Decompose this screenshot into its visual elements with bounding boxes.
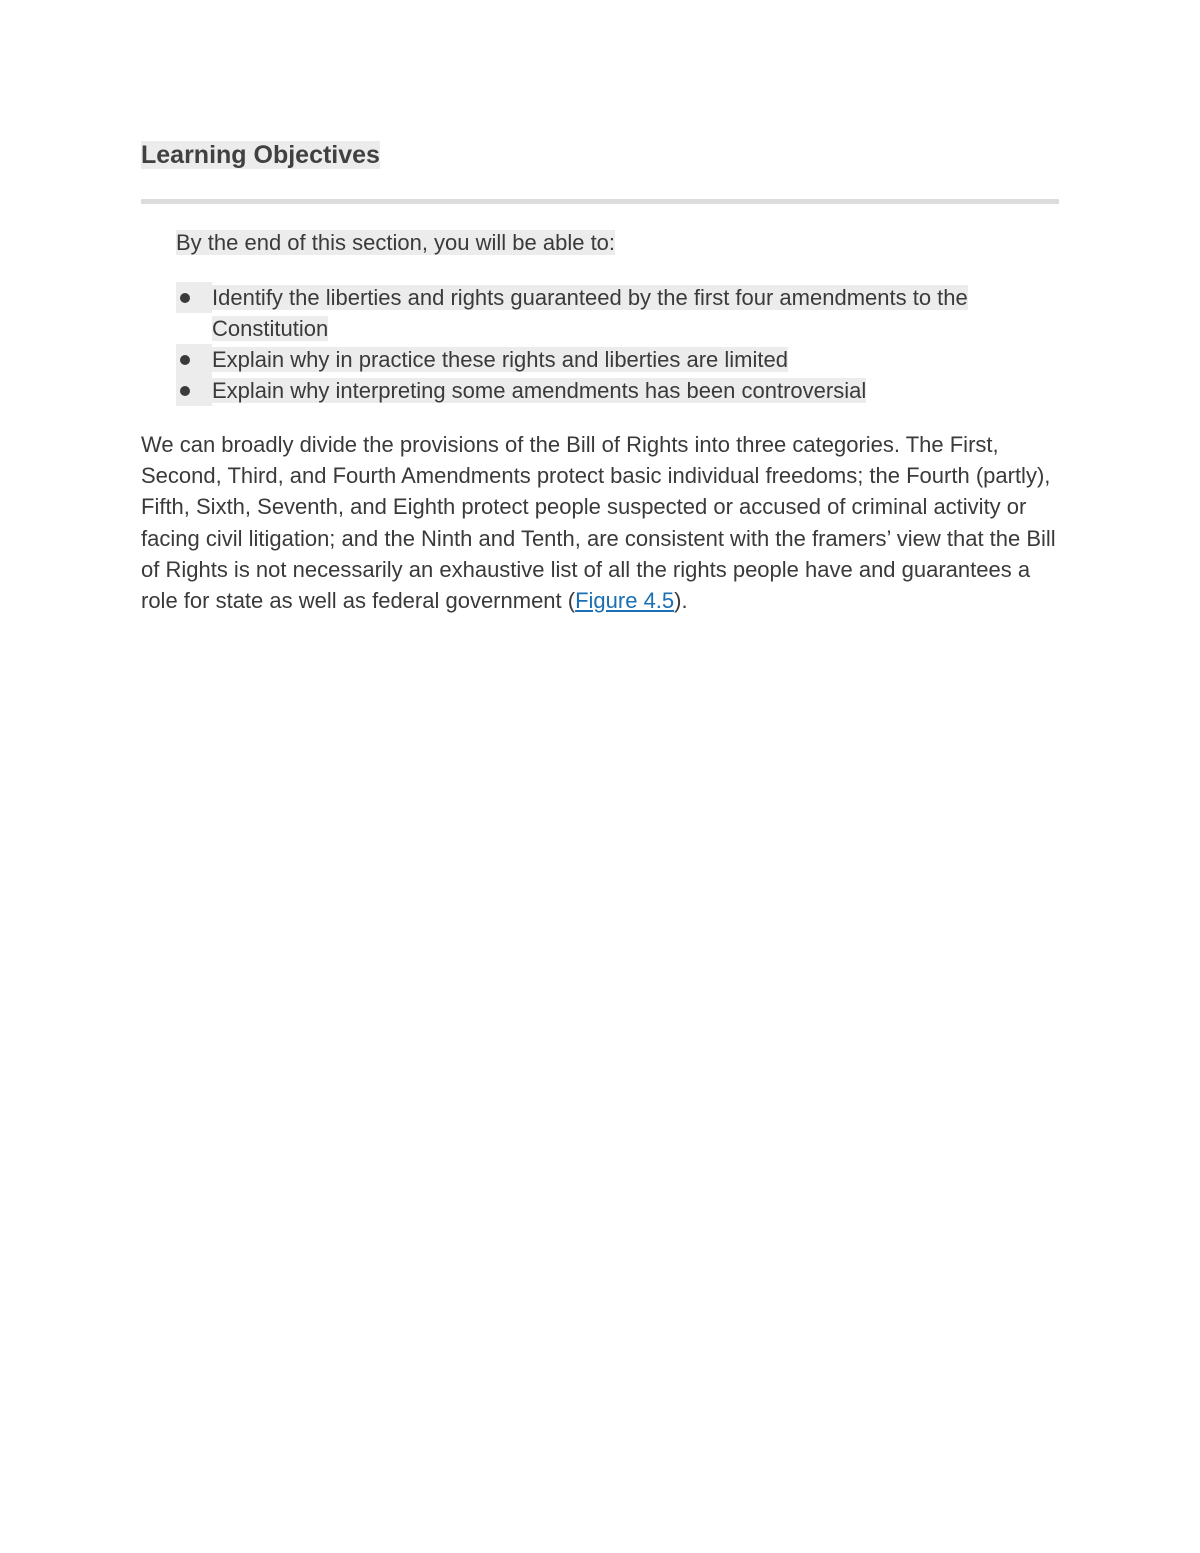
objective-text: Explain why interpreting some amendments has been controversial xyxy=(212,378,867,403)
figure-link[interactable]: Figure 4.5 xyxy=(575,588,675,614)
bullet-icon xyxy=(176,375,212,406)
body-text-before-link: We can broadly divide the provisions of the Bill of Rights into three categories. The First, Second, Third, and Fourth Amendments protect basic individual freedoms; the Fourth (partly), Fifth, Sixth, Seventh, and Eighth protect people suspected or accused of criminal activity or facing civil litigation; and the Ninth and Tenth, are consistent with the framers’ view that the Bill of Rights is not necessarily an exhaustive list of all the rights people have and guarantees a role for state as well as federal government ( xyxy=(141,432,1056,614)
objectives-intro-text: By the end of this section, you will be able to: xyxy=(176,230,616,255)
section-heading-text: Learning Objectives xyxy=(141,141,380,169)
body-paragraph xyxy=(141,429,1061,616)
section-heading xyxy=(141,140,380,171)
objectives-intro xyxy=(176,227,615,258)
objective-text: Identify the liberties and rights guaranteed by the first four amendments to the Constitution xyxy=(212,285,968,341)
bullet-icon xyxy=(176,344,212,375)
heading-divider xyxy=(141,199,1059,204)
objective-item xyxy=(176,375,1059,406)
body-text-after-link: ). xyxy=(674,588,688,614)
bullet-icon xyxy=(176,282,212,313)
objective-item xyxy=(176,282,1059,344)
objectives-list xyxy=(176,282,1059,406)
objective-text: Explain why in practice these rights and liberties are limited xyxy=(212,347,788,372)
objective-item xyxy=(176,344,1059,375)
